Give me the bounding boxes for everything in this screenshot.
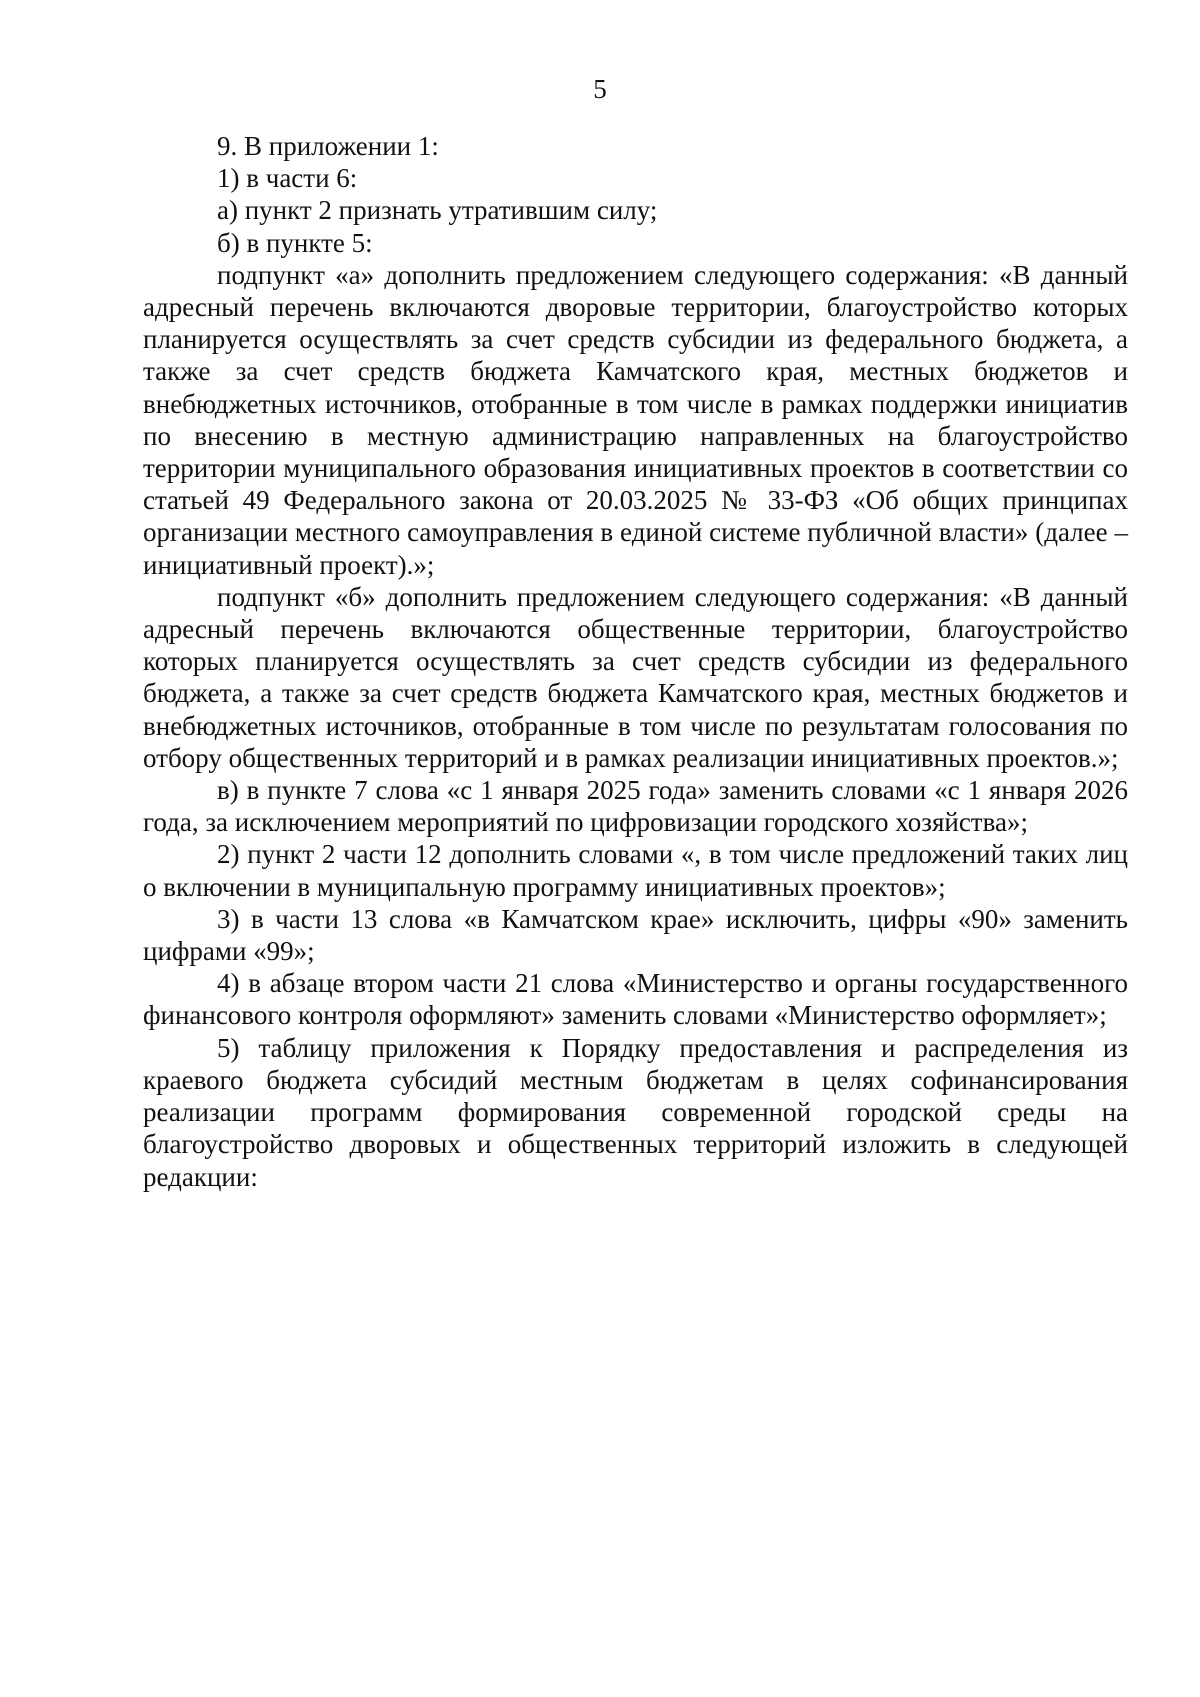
- paragraph-point-4: 4) в абзаце втором части 21 слова «Министерство и органы государственного финансового контроля оформляют» заменить словами «Министерство оформляет»;: [143, 968, 1128, 1031]
- paragraph-part-6: 1) в части 6:: [217, 163, 358, 194]
- paragraph-point-2: 2) пункт 2 части 12 дополнить словами «, в том числе предложений таких лиц о включении в муниципальную программу инициативных проектов»;: [143, 839, 1128, 902]
- paragraph-subitem-a: а) пункт 2 признать утратившим силу;: [217, 195, 658, 226]
- paragraph-item-9: 9. В приложении 1:: [217, 131, 439, 161]
- paragraph-subpoint-a-text: подпункт «а» дополнить предложением следующего содержания: «В данный адресный перечень включаются дворовые территории, благоустройство которых планируется осуществлять за счет средств субсидии из федерального бюджета, а также за счет средств бюджета Камчатского края, местных бюджетов и внебюджетных источников, отобранные в том числе в рамках поддержки инициатив по внесению в местную администрацию направленных на благоустройство территории муниципального образования инициативных проектов в соответствии со статьей 49 Федерального закона от 20.03.2025 № 33-ФЗ «Об общих принципах организации местного самоуправления в единой системе публичной власти» (далее – инициативный проект).»;: [143, 259, 1128, 580]
- page-number: 5: [593, 74, 607, 104]
- paragraph-subitem-v: в) в пункте 7 слова «с 1 января 2025 года» заменить словами «с 1 января 2026 года, за исключением мероприятий по цифровизации городского хозяйства»;: [143, 775, 1128, 838]
- paragraph-subitem-b: б) в пункте 5:: [217, 227, 373, 258]
- paragraph-point-5: 5) таблицу приложения к Порядку предоставления и распределения из краевого бюджета субсидий местным бюджетам в целях софинансирования реализации программ формирования современной городской среды на благоустройство дворовых и общественных территорий изложить в следующей редакции:: [143, 1032, 1128, 1192]
- document-body: [143, 130, 1128, 1193]
- paragraph-point-3: 3) в части 13 слова «в Камчатском крае» исключить, цифры «90» заменить цифрами «99»;: [143, 903, 1128, 967]
- paragraph-subpoint-b-text: подпункт «б» дополнить предложением следующего содержания: «В данный адресный перечень включаются общественные территории, благоустройство которых планируется осуществлять за счет средств субсидии из федерального бюджета, а также за счет средств бюджета Камчатского края, местных бюджетов и внебюджетных источников, отобранные в том числе по результатам голосования по отбору общественных территорий и в рамках реализации инициативных проектов.»;: [143, 581, 1128, 773]
